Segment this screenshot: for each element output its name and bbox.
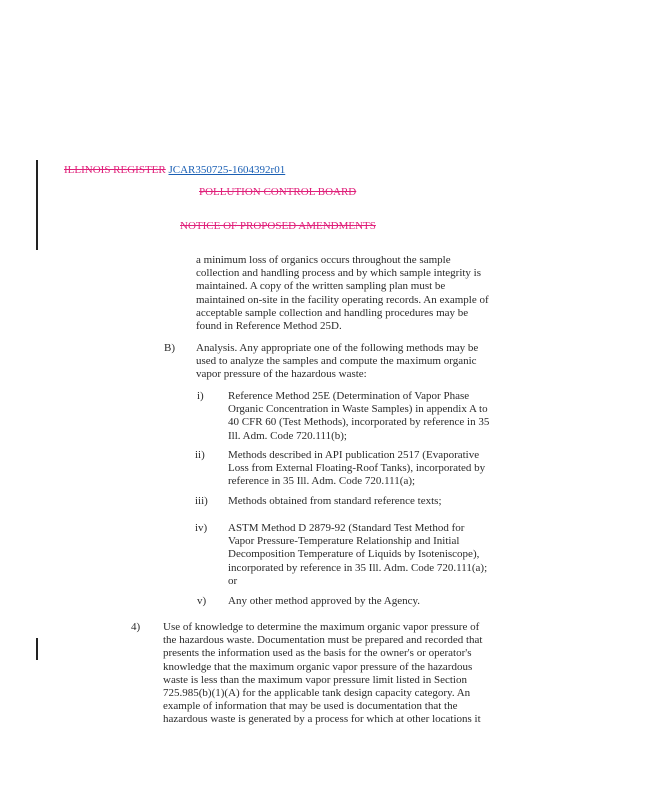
section-b-marker: B) <box>164 342 175 354</box>
item-ii-text: Methods described in API publication 2517 (Evaporative Loss from External Floating-Roof Tanks), incorporated by reference in 35 Ill. Adm. Code 720.111(a); <box>228 449 486 488</box>
item-iii-text: Methods obtained from standard reference texts; <box>228 495 442 507</box>
register-inserted-text: JCAR350725-1604392r01 <box>168 164 286 176</box>
change-bar-section-4 <box>36 638 38 660</box>
item-iii-marker: iii) <box>195 495 208 507</box>
notice-title: NOTICE OF PROPOSED AMENDMENTS <box>180 220 376 232</box>
intro-paragraph: a minimum loss of organics occurs throughout the sample collection and handling process and by which sample integrity is maintained. A copy of the written sampling plan must be maintained on-site in the facility operating records. An example of acceptable sample collection and handling procedures may be found in Reference Method 25D. <box>196 254 489 333</box>
item-ii-marker: ii) <box>195 449 205 461</box>
item-i-text: Reference Method 25E (Determination of Vapor Phase Organic Concentration in Waste Samples) in appendix A to 40 CFR 60 (Test Methods), incorporated by reference in 35 Ill. Adm. Code 720.111(b); <box>228 390 490 442</box>
register-header <box>64 164 285 177</box>
item-iv-marker: iv) <box>195 522 208 534</box>
item-iv-text: ASTM Method D 2879-92 (Standard Test Method for Vapor Pressure-Temperature Relationship and Initial Decomposition Temperature of Liquids by Isoteniscope), incorporated by reference in 35 Ill. Adm. Code 720.111(a); or <box>228 522 488 587</box>
section-4-text: Use of knowledge to determine the maximum organic vapor pressure of the hazardous waste. Documentation must be prepared and recorded that presents the information used as the basis for the owner's or operator's knowledge that the maximum organic vapor pressure of the hazardous waste is less than the maximum vapor pressure limit listed in Section 725.985(b)(1)(A) for the applicable tank design capacity category. An example of information that may be used is documentation that the hazardous waste is generated by a process for which at other locations it <box>163 621 483 726</box>
change-bar-header <box>36 160 38 250</box>
register-deleted-text: ILLINOIS REGISTER <box>64 164 166 176</box>
item-i-marker: i) <box>197 390 204 402</box>
section-b-text: Analysis. Any appropriate one of the following methods may be used to analyze the samples and compute the maximum organic vapor pressure of the hazardous waste: <box>196 342 479 381</box>
item-v-text: Any other method approved by the Agency. <box>228 595 421 607</box>
section-4-marker: 4) <box>131 621 141 633</box>
board-title: POLLUTION CONTROL BOARD <box>199 186 357 198</box>
item-v-marker: v) <box>197 595 207 607</box>
